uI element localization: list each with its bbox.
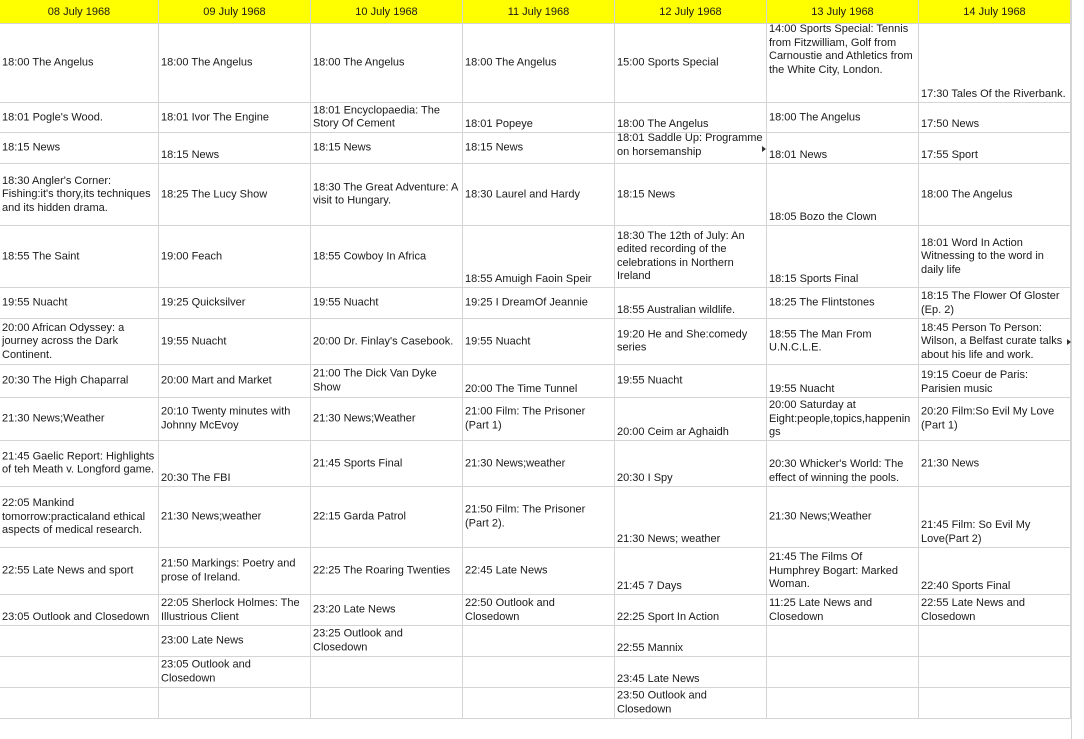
table-cell[interactable] <box>159 103 311 133</box>
programme-entry: 21:30 News;Weather <box>769 510 872 523</box>
programme-entry: 18:15 News <box>465 141 524 154</box>
table-cell[interactable] <box>159 365 311 398</box>
table-cell[interactable] <box>159 487 311 548</box>
programme-entry: 20:10 Twenty minutes with Johnny McEvoy <box>161 405 291 431</box>
table-cell[interactable] <box>767 595 919 626</box>
programme-entry: 23:05 Outlook and Closedown <box>161 658 251 684</box>
table-cell[interactable] <box>0 226 159 288</box>
programme-entry: 17:50 News <box>921 117 980 130</box>
programme-entry: 18:01 Popeye <box>465 117 533 130</box>
table-cell[interactable] <box>615 657 767 688</box>
table-cell[interactable] <box>919 398 1071 441</box>
table-cell[interactable] <box>919 319 1071 365</box>
programme-entry: 20:00 African Odyssey: a journey across the Dark Continent. <box>2 321 125 361</box>
programme-entry: 19:00 Feach <box>161 249 223 262</box>
table-cell[interactable] <box>0 164 159 226</box>
programme-entry: 20:00 Ceim ar Aghaidh <box>617 425 729 438</box>
programme-entry: 20:00 The Time Tunnel <box>465 382 578 395</box>
table-cell[interactable] <box>311 226 463 288</box>
programme-entry: 18:05 Bozo the Clown <box>769 210 877 223</box>
programme-entry: 18:30 Laurel and Hardy <box>465 187 580 200</box>
table-cell[interactable] <box>0 288 159 319</box>
table-cell[interactable] <box>0 688 159 719</box>
programme-entry: 18:01 Pogle's Wood. <box>2 110 103 123</box>
table-cell[interactable] <box>159 226 311 288</box>
next-column-edge <box>1071 0 1084 739</box>
table-cell[interactable] <box>159 319 311 365</box>
table-cell[interactable] <box>615 441 767 487</box>
table-cell[interactable] <box>463 365 615 398</box>
programme-entry: 21:50 Markings: Poetry and prose of Ireland. <box>161 557 296 583</box>
table-cell[interactable] <box>463 288 615 319</box>
programme-entry: 21:45 Film: So Evil My Love(Part 2) <box>921 519 1031 545</box>
table-cell[interactable] <box>311 365 463 398</box>
table-cell[interactable] <box>463 226 615 288</box>
programme-entry: 18:15 News <box>313 141 372 154</box>
table-cell[interactable] <box>615 595 767 626</box>
programme-entry: 22:55 Late News and Closedown <box>921 597 1025 623</box>
programme-entry: 19:25 Quicksilver <box>161 296 246 309</box>
overflow-arrow-icon <box>762 146 766 152</box>
programme-entry: 21:45 The Films Of Humphrey Bogart: Marked Woman. <box>769 550 898 590</box>
table-cell[interactable] <box>0 626 159 657</box>
table-cell[interactable] <box>919 688 1071 719</box>
programme-entry: 18:15 News <box>161 148 220 161</box>
programme-entry: 22:05 Sherlock Holmes: The Illustrious Client <box>161 597 300 623</box>
table-cell[interactable] <box>311 487 463 548</box>
programme-entry: 18:15 Sports Final <box>769 272 859 285</box>
programme-entry: 21:30 News;Weather <box>2 412 105 425</box>
table-cell[interactable] <box>311 24 463 103</box>
table-cell[interactable] <box>0 24 159 103</box>
table-cell[interactable] <box>463 133 615 164</box>
programme-entry: 19:20 He and She:comedy series <box>617 328 748 354</box>
programme-entry: 18:30 The Great Adventure: A visit to Hungary. <box>313 181 458 207</box>
table-cell[interactable] <box>615 288 767 319</box>
table-cell[interactable] <box>311 398 463 441</box>
programme-entry: 14:00 Sports Special: Tennis from Fitzwilliam, Golf from Carnoustie and Athletics from the White City, London. <box>769 24 913 76</box>
table-cell[interactable] <box>159 657 311 688</box>
programme-entry: 18:30 The 12th of July: An edited recording of the celebrations in Northern Ireland <box>617 229 745 282</box>
programme-entry: 23:25 Outlook and Closedown <box>313 627 403 653</box>
table-cell[interactable] <box>463 319 615 365</box>
programme-entry: 22:55 Mannix <box>617 641 684 654</box>
table-cell[interactable] <box>767 103 919 133</box>
table-cell[interactable] <box>767 398 919 441</box>
table-cell[interactable] <box>159 626 311 657</box>
table-cell[interactable] <box>159 548 311 595</box>
table-cell[interactable] <box>0 548 159 595</box>
programme-entry: 19:25 I DreamOf Jeannie <box>465 296 588 309</box>
table-cell[interactable] <box>919 548 1071 595</box>
programme-entry: 21:45 7 Days <box>617 579 682 592</box>
programme-entry: 18:15 News <box>617 187 676 200</box>
overflow-arrow-icon <box>1067 339 1071 345</box>
table-cell[interactable] <box>767 626 919 657</box>
table-cell[interactable] <box>767 548 919 595</box>
programme-entry: 20:00 Saturday at Eight:people,topics,happenings <box>769 398 911 438</box>
programme-entry: 18:00 The Angelus <box>313 56 405 69</box>
programme-entry: 20:00 Dr. Finlay's Casebook. <box>313 334 454 347</box>
table-cell[interactable] <box>311 657 463 688</box>
table-cell[interactable] <box>0 441 159 487</box>
table-cell[interactable] <box>615 487 767 548</box>
column-header[interactable]: 11 July 1968 <box>463 0 615 24</box>
programme-entry: 22:50 Outlook and Closedown <box>465 597 555 623</box>
column-header[interactable]: 12 July 1968 <box>615 0 767 24</box>
table-cell[interactable] <box>159 688 311 719</box>
programme-entry: 21:30 News;weather <box>465 456 566 469</box>
programme-entry: 18:55 Amuigh Faoin Speir <box>465 272 592 285</box>
programme-entry: 21:30 News <box>921 456 980 469</box>
programme-entry: 18:55 The Man From U.N.C.L.E. <box>769 328 872 354</box>
table-cell[interactable] <box>615 103 767 133</box>
table-cell[interactable] <box>463 164 615 226</box>
programme-entry: 17:55 Sport <box>921 148 978 161</box>
table-cell[interactable] <box>159 24 311 103</box>
programme-entry: 18:01 News <box>769 148 828 161</box>
table-cell[interactable] <box>0 365 159 398</box>
programme-entry: 17:30 Tales Of the Riverbank. <box>921 87 1066 100</box>
table-cell[interactable] <box>159 133 311 164</box>
column-header[interactable]: 14 July 1968 <box>919 0 1071 24</box>
programme-entry: 19:55 Nuacht <box>617 374 683 387</box>
table-cell[interactable] <box>311 548 463 595</box>
table-cell[interactable] <box>767 24 919 103</box>
programme-entry: 18:15 The Flower Of Gloster (Ep. 2) <box>921 290 1060 316</box>
table-cell[interactable] <box>919 487 1071 548</box>
programme-entry: 15:00 Sports Special <box>617 56 719 69</box>
table-cell[interactable] <box>615 319 767 365</box>
table-cell[interactable] <box>463 595 615 626</box>
table-cell[interactable] <box>615 365 767 398</box>
table-cell[interactable] <box>767 319 919 365</box>
programme-entry: 18:00 The Angelus <box>769 110 861 123</box>
table-cell[interactable] <box>159 288 311 319</box>
programme-entry: 21:45 Gaelic Report: Highlights of teh Meath v. Longford game. <box>2 450 155 476</box>
table-cell[interactable] <box>0 398 159 441</box>
programme-entry: 20:30 Whicker's World: The effect of winning the pools. <box>769 458 904 484</box>
programme-entry: 20:20 Film:So Evil My Love (Part 1) <box>921 405 1055 431</box>
programme-entry: 22:05 Mankind tomorrow:practicaland ethical aspects of medical research. <box>2 496 146 536</box>
table-cell[interactable] <box>919 24 1071 103</box>
table-cell[interactable] <box>919 626 1071 657</box>
table-cell[interactable] <box>615 24 767 103</box>
programme-entry: 22:25 Sport In Action <box>617 610 720 623</box>
programme-entry: 21:30 News;Weather <box>313 412 416 425</box>
table-cell[interactable] <box>0 133 159 164</box>
table-cell[interactable] <box>919 164 1071 226</box>
programme-entry: 18:00 The Angelus <box>2 56 94 69</box>
table-cell[interactable] <box>311 595 463 626</box>
programme-entry: 19:15 Coeur de Paris: Parisien music <box>921 369 1029 395</box>
table-cell[interactable] <box>767 688 919 719</box>
programme-entry: 18:25 The Flintstones <box>769 296 875 309</box>
table-cell[interactable] <box>767 441 919 487</box>
table-cell[interactable] <box>615 164 767 226</box>
table-cell[interactable] <box>311 288 463 319</box>
table-cell[interactable] <box>919 657 1071 688</box>
programme-entry: 18:00 The Angelus <box>161 56 253 69</box>
programme-entry: 19:55 Nuacht <box>2 296 68 309</box>
table-cell[interactable] <box>159 595 311 626</box>
programme-entry: 18:00 The Angelus <box>617 117 709 130</box>
table-cell[interactable] <box>615 688 767 719</box>
programme-entry: 18:25 The Lucy Show <box>161 187 268 200</box>
table-cell[interactable] <box>463 441 615 487</box>
programme-entry: 20:30 I Spy <box>617 471 673 484</box>
table-cell[interactable] <box>767 657 919 688</box>
programme-entry: 21:00 The Dick Van Dyke Show <box>313 367 437 393</box>
table-cell[interactable] <box>0 657 159 688</box>
programme-entry: 20:00 Mart and Market <box>161 374 272 387</box>
programme-entry: 18:45 Person To Person: Wilson, a Belfast curate talks about his life and work. <box>921 321 1063 361</box>
table-cell[interactable] <box>463 398 615 441</box>
table-cell[interactable] <box>919 365 1071 398</box>
table-cell[interactable] <box>767 164 919 226</box>
table-cell[interactable] <box>615 133 767 164</box>
table-cell[interactable] <box>767 365 919 398</box>
table-cell[interactable] <box>463 24 615 103</box>
table-cell[interactable] <box>463 626 615 657</box>
table-cell[interactable] <box>615 626 767 657</box>
table-cell[interactable] <box>311 103 463 133</box>
programme-entry: 21:50 Film: The Prisoner (Part 2). <box>465 503 586 529</box>
programme-entry: 22:25 The Roaring Twenties <box>313 564 451 577</box>
programme-entry: 18:55 Cowboy In Africa <box>313 249 427 262</box>
programme-entry: 20:30 The High Chaparral <box>2 374 129 387</box>
programme-entry: 11:25 Late News and Closedown <box>769 597 873 623</box>
programme-entry: 18:01 Saddle Up: Programme on horsemanship <box>617 133 763 158</box>
programme-entry: 18:55 Australian wildlife. <box>617 303 736 316</box>
table-cell[interactable] <box>311 319 463 365</box>
table-cell[interactable] <box>0 487 159 548</box>
programme-entry: 20:30 The FBI <box>161 471 231 484</box>
column-header[interactable]: 13 July 1968 <box>767 0 919 24</box>
table-cell[interactable] <box>767 226 919 288</box>
programme-entry: 18:00 The Angelus <box>921 187 1013 200</box>
programme-entry: 23:50 Outlook and Closedown <box>617 689 707 715</box>
programme-entry: 19:55 Nuacht <box>161 334 227 347</box>
table-cell[interactable] <box>0 595 159 626</box>
programme-entry: 23:20 Late News <box>313 603 396 616</box>
column-header[interactable]: 10 July 1968 <box>311 0 463 24</box>
programme-entry: 19:55 Nuacht <box>769 382 835 395</box>
programme-entry: 18:01 Encyclopaedia: The Story Of Cement <box>313 104 440 130</box>
table-cell[interactable] <box>463 548 615 595</box>
table-cell[interactable] <box>463 487 615 548</box>
programme-entry: 21:30 News;weather <box>161 510 262 523</box>
table-cell[interactable] <box>919 441 1071 487</box>
table-cell[interactable] <box>615 398 767 441</box>
table-cell[interactable] <box>311 164 463 226</box>
table-cell[interactable] <box>0 319 159 365</box>
programme-entry: 21:00 Film: The Prisoner (Part 1) <box>465 405 586 431</box>
table-cell[interactable] <box>311 133 463 164</box>
programme-entry: 18:30 Angler's Corner: Fishing:it's thory,its techniques and its hidden drama. <box>2 174 151 214</box>
table-cell[interactable] <box>767 133 919 164</box>
table-cell[interactable] <box>159 441 311 487</box>
table-cell[interactable] <box>767 288 919 319</box>
table-cell[interactable] <box>311 688 463 719</box>
programme-entry: 21:30 News; weather <box>617 532 721 545</box>
programme-entry: 22:15 Garda Patrol <box>313 510 406 523</box>
table-cell[interactable] <box>767 487 919 548</box>
table-cell[interactable] <box>463 688 615 719</box>
table-cell[interactable] <box>919 103 1071 133</box>
table-cell[interactable] <box>615 226 767 288</box>
table-cell[interactable] <box>919 133 1071 164</box>
programme-entry: 21:45 Sports Final <box>313 456 403 469</box>
table-cell[interactable] <box>159 398 311 441</box>
table-cell[interactable] <box>615 548 767 595</box>
programme-entry: 22:40 Sports Final <box>921 579 1011 592</box>
table-cell[interactable] <box>919 226 1071 288</box>
programme-entry: 18:01 Word In Action Witnessing to the word in daily life <box>921 236 1044 276</box>
programme-entry: 22:55 Late News and sport <box>2 564 134 577</box>
programme-entry: 23:45 Late News <box>617 672 700 685</box>
table-cell[interactable] <box>311 626 463 657</box>
table-cell[interactable] <box>159 164 311 226</box>
programme-entry: 23:05 Outlook and Closedown <box>2 610 150 623</box>
table-cell[interactable] <box>463 103 615 133</box>
column-header[interactable]: 08 July 1968 <box>0 0 159 24</box>
programme-entry: 23:00 Late News <box>161 634 244 647</box>
programme-entry: 18:15 News <box>2 141 61 154</box>
column-header[interactable]: 09 July 1968 <box>159 0 311 24</box>
programme-entry: 22:45 Late News <box>465 564 548 577</box>
programme-entry: 19:55 Nuacht <box>313 296 379 309</box>
programme-entry: 18:55 The Saint <box>2 249 80 262</box>
table-cell[interactable] <box>0 103 159 133</box>
programme-entry: 18:01 Ivor The Engine <box>161 110 270 123</box>
programme-entry: 19:55 Nuacht <box>465 334 531 347</box>
programme-entry: 18:00 The Angelus <box>465 56 557 69</box>
table-cell[interactable] <box>919 288 1071 319</box>
table-cell[interactable] <box>463 657 615 688</box>
table-cell[interactable] <box>311 441 463 487</box>
table-cell[interactable] <box>919 595 1071 626</box>
